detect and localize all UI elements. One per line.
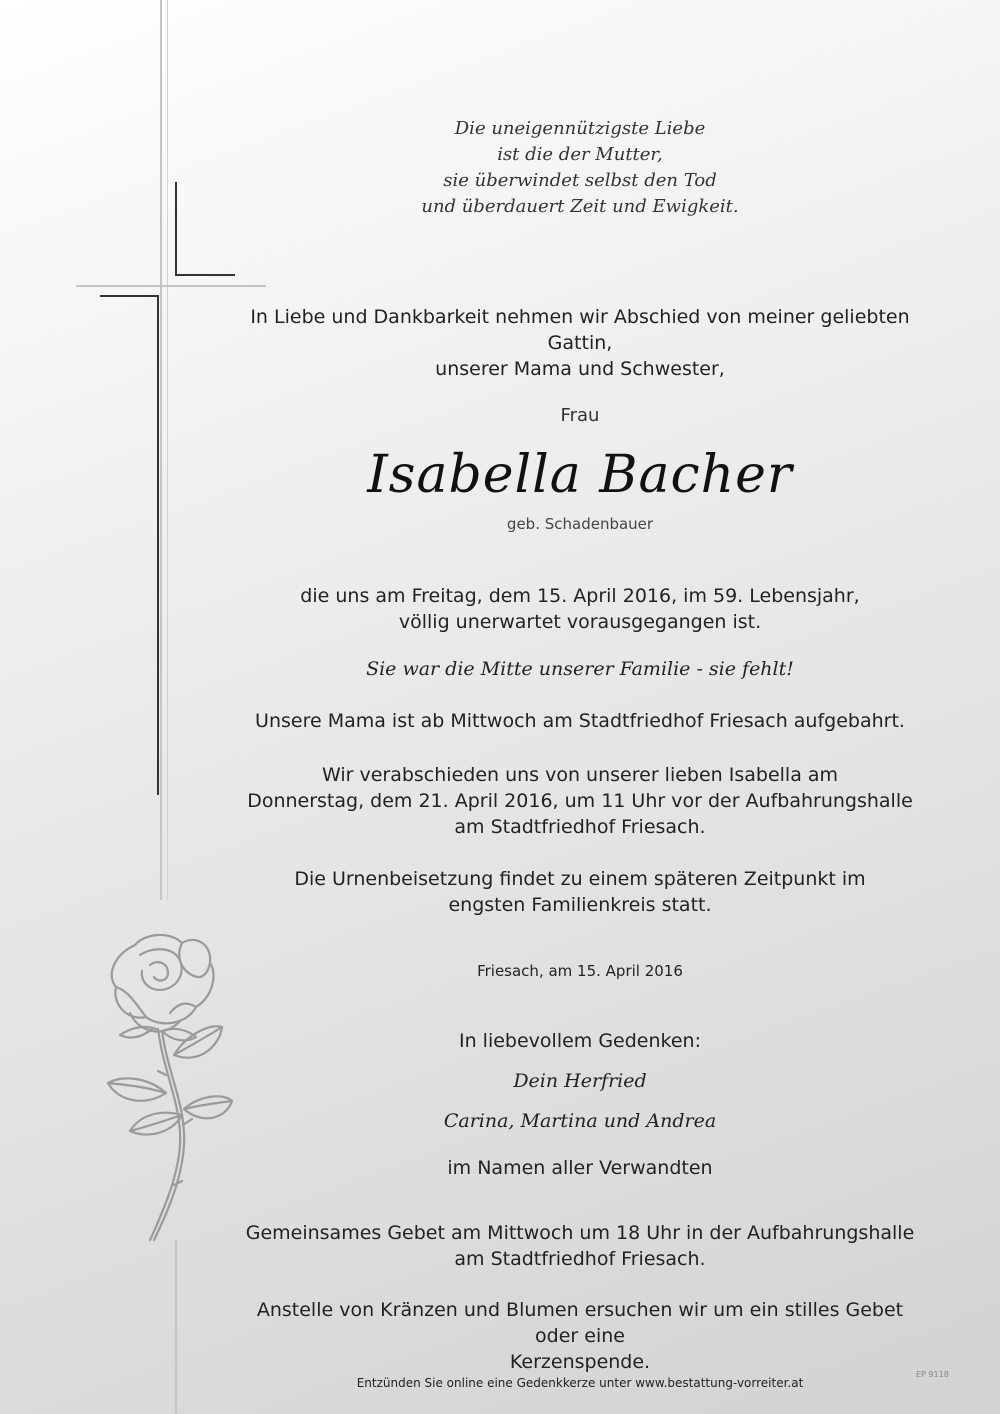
lying-in-state: Unsere Mama ist ab Mittwoch am Stadtfriedhof Friesach aufgebahrt. (255, 710, 905, 732)
farewell-line: Donnerstag, dem 21. April 2016, um 11 Uhr vor der Aufbahrungshalle (247, 790, 913, 812)
farewell-text (240, 762, 920, 840)
prayer-line: am Stadtfriedhof Friesach. (454, 1248, 706, 1270)
mourner-name: Carina, Martina und Andrea (443, 1110, 717, 1132)
footer-link-text: Entzünden Sie online eine Gedenkkerze unter www.bestattung-vorreiter.at (356, 1376, 804, 1390)
cross-shadow-horizontal-top (175, 274, 235, 276)
death-notice-line: die uns am Freitag, dem 15. April 2016, im 59. Lebensjahr, (300, 585, 860, 607)
urn-text (240, 866, 920, 918)
rose-icon (100, 925, 240, 1245)
salutation: Frau (560, 405, 600, 426)
mourners-intro: In liebevollem Gedenken: (458, 1030, 701, 1052)
prayer-line: Gemeinsames Gebet am Mittwoch um 18 Uhr in der Aufbahrungshalle (245, 1222, 915, 1244)
center-message: Sie war die Mitte unserer Familie - sie fehlt! (366, 658, 794, 680)
intro-text (240, 304, 920, 382)
birth-name: geb. Schadenbauer (506, 515, 654, 533)
cross-shadow-vertical-top (175, 182, 177, 275)
cross-horizontal-light (76, 285, 266, 287)
motto-line: Die uneigennützigste Liebe (454, 118, 706, 139)
death-notice-line: völlig unerwartet vorausgegangen ist. (398, 611, 762, 633)
cross-vertical-light (160, 0, 162, 900)
place-date: Friesach, am 15. April 2016 (477, 962, 683, 980)
mourner-name: Dein Herfried (513, 1070, 647, 1092)
cross-vertical-bottom (175, 1240, 177, 1414)
relatives-text: im Namen aller Verwandten (447, 1157, 713, 1179)
death-notice (240, 583, 920, 635)
urn-line: Die Urnenbeisetzung findet zu einem späteren Zeitpunkt im (294, 868, 866, 890)
intro-line: In Liebe und Dankbarkeit nehmen wir Abschied von meiner geliebten Gattin, (250, 306, 910, 354)
intro-line: unserer Mama und Schwester, (435, 358, 725, 380)
flowers-line: Anstelle von Kränzen und Blumen ersuchen wir um ein stilles Gebet oder eine (256, 1299, 904, 1347)
cross-vertical-light-inner (167, 0, 168, 900)
template-code: EP 9118 (916, 1370, 949, 1379)
flowers-text (240, 1297, 920, 1375)
flowers-line: Kerzenspende. (509, 1351, 651, 1373)
farewell-line: Wir verabschieden uns von unserer lieben Isabella am (321, 764, 839, 786)
deceased-name: Isabella Bacher (367, 445, 793, 505)
motto (240, 116, 920, 220)
prayer-text (240, 1220, 920, 1272)
motto-line: und überdauert Zeit und Ewigkeit. (421, 196, 739, 217)
cross-shadow-vertical (157, 295, 159, 795)
farewell-line: am Stadtfriedhof Friesach. (454, 816, 706, 838)
urn-line: engsten Familienkreis statt. (448, 894, 712, 916)
motto-line: sie überwindet selbst den Tod (443, 170, 717, 191)
motto-line: ist die der Mutter, (497, 144, 663, 165)
cross-shadow-horizontal (100, 295, 159, 297)
